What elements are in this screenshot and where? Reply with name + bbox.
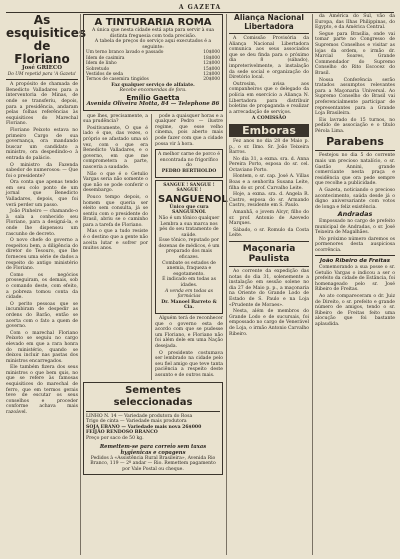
paragraph: O novo chefe do governo a respeitou bem, a diligência do diretor do Tesouro, que lhe forneceu uma série de dados a respeito do antigo ministério de Floriano. [6,238,78,272]
paragraph: Ao ato compareceram o dr. Juiz de Direito, o sr. prefeito e grande número de amigos, tendo o sr. Ribeiro de Freitas feito uma alocução que foi bastante aplaudida. [315,293,395,327]
newspaper-name: A GAZETA [178,3,222,11]
paragraph: O ministro da Fazenda sabedor de numerosos: — Que foi o presidente? [6,162,78,179]
tinturaria-intro: A única que nesta cidade está apta para servir à sua distinta freguesia com toda precisão. [91,28,215,39]
subcolumn-rule [151,114,152,380]
sementes-ad [83,382,223,476]
header-right-rule [392,4,394,11]
sanguenol-tag: Único que cura SANGUENOL [169,204,209,216]
seed-row: Trigo de cinta — Variedade mais produtora [86,419,187,425]
tinturaria-address: Avenida Oliveira Motta, 84 — Telephone 86 [86,101,220,107]
article-author: José GRIECO [22,65,62,71]
sementes-contact: Pedidos à «Assistência Rural Brasileira», Avenida Rio Branco, 119 — 2º andar — Rio. Remettem pagamento por Vale Postal ou cheque. [90,455,216,472]
two-subcolumns [83,113,228,380]
divider [86,411,220,412]
paragraph: Pouco tempo depois, o homem que queria ser eleito sem consulta, já se sentiu com o presidente do Brasil, abriu se o caminho para a tarefa de Floriano. [83,194,148,228]
article-source: Do UM repetid para 'A Gazeta' [7,71,77,77]
paragraph: Empossado no cargo de prefeito municipal de Andradas, o sr. José Teixeira de Magalhães. [315,218,395,236]
sanguenol-ad [155,180,228,314]
seed-row: FEIJÃO RENDOSO BRANCO [86,430,158,436]
column-3 [229,14,309,557]
tinturaria-list-title: A tabela de preços do serviço aqui executados é a seguinte: [94,39,212,50]
sanguenol-seller: A venda em todas as farmácias [165,288,213,300]
alianca-title: Aliança Nacional Libertadora [234,13,304,31]
divider [6,79,78,80]
parabens-title: Parabens [326,135,384,149]
sanguenol-line: Esse tônico, reputado por dezenas de médicos, é um preparado dos mais eficazes. [158,238,220,261]
price-row: Idem de linho 12$000 [86,61,220,67]
tinturaria-proprietor: Emílio Gaetta [126,94,180,102]
paragraph: Alguém terá de reconhecer que o governo esta de acordo com que se pudesse um Floriano, e Floriano não foi além dele em uma Nação desejada. [155,316,223,349]
paragraph: pode a quaisquer horas e a qualquer Pedro — ilustre regime, que esse velho cinema, pois aberto mais pode fazer com que a cidade possa vir à hora. [155,113,223,147]
price-row: Idem de casimira 18$000 [86,55,220,61]
andradas-title: Andradas [337,210,373,219]
paragraph: Nesta, além de membros do Grande Lodo e de sucursais, foi empossado no cargo de Venerável de Loja, o irmão Antonio Carvalho Ribeiro. [229,309,309,337]
maconaria-title: Maçonaria Paulista [242,244,296,264]
paragraph: A Comissão Provisória da Aliança Nacional Libertadora comunica aos seus associados que se deu finda para o próximo dia 8 (sábado), impreterivelmente, a instalação da sede social e organização do Diretório local. [229,36,309,81]
paragraph: Ele também fizera dos seus ministros o que bem quis, no que se refere às famosas esquisitices do marechal de ferro, que em termos gerais teve de escutar os seus conselhos e proceder conforme achava mais razoável. [6,365,78,416]
column-rule [80,14,81,555]
paragraph: que lhes, precisamente, a sua prudência? [83,113,148,125]
price-row: Um terno branco lavado e passado 10$000 [86,50,220,56]
emboras-banner: Emboras [229,124,309,137]
divider [229,266,309,267]
paragraph: Hoje, a exma. sra. d. Angela R. Castro, esposa do sr. Armando Castro, residente em S. Paulo. [229,192,309,209]
paragraph: O presidente costumava ser lembrado na cidade pelo seu fiel amigo que teve tanta paciência a respeito deste assunto e de outros mais. [155,350,223,378]
paragraph: Ora conta que apenas tendo em seu colo ponto de um jornal que Benedicto Valladares, depois, que foi verá perder um passo. [6,180,78,208]
paragraph: Hontem, o sr. cap. José A. Villas Boas e a senhorita Susana Leite, filha do sr. prof. Carvalho Leite. [229,174,309,191]
pork-seller: PEDRO BERTHOLDO [161,168,217,174]
seed-row: Preço por saco de 50 kg. [86,435,144,441]
sanguenol-line1: SANGUE ! SANGUE ! SANGUE ! [163,182,215,194]
paragraph: Comemorando a sua posse o sr. Getulio Vargas o indicou a ser o prefeito da cidade de Estância, foi homenageado pelo sr. José Ribeiro de Freitas. [315,264,395,293]
sanguenol-line: É indicado em todas as idades. [162,277,216,289]
paragraph: Não o que é o Getulio Vargas seria não somente o que não se pode conferir o desembargo. [83,171,148,194]
pork-ad-text: A melhor carne de porco é encontrada no frigorífico do [158,152,220,169]
paragraph: Como os negócios prosseguiram, os demais, sob o comando deste, com efeito, a pobreza tomou conta da cidade. [6,272,78,301]
paragraph: Sábado, o sr. Romulo da Costa Leite. [229,227,309,239]
ribeiro-title: João Ribeiro de Freitas [320,258,390,265]
price-row: Vestidos de seda 12$000 [86,72,220,77]
paragraph: Segue para Brasília, onde vai tomar parte no Congresso de Supremos Conselhos e visitar as lojas da ordem, o irmão dr. Marcial Soares, Grande Commendador do Supremo Conselho do Rito Escocez do Brasil. [315,31,395,76]
paragraph: Mas o que a tudo resiste é o destino que a gente não aceita lutar e sofrer por muitos anos. [83,229,148,252]
paragraph: No próximo número daremos os pormenores desta auspiciosa ocorrência. [315,236,395,253]
header-left-rule [6,4,8,11]
column-2 [83,14,228,557]
divider [229,241,309,242]
price-row: Ternos de casemira tingidos 20$000 [86,77,220,83]
divider [315,255,395,256]
paragraph: Fez anos no dia 28 de Maio p. p., o sr. Ilmo. Sr. João Teixeira Barros. [229,138,309,156]
paragraph: Positivamente, O que é lado é que, das vezes, o próprio se afastado uma só vez, com o que era Benedicto Valladares, e o governo, em que me comprometera a parte, nasceria a saudade. [83,125,148,170]
tinturaria-note2: Recebe encomendas de fora. [119,88,187,94]
article-title-esquisitices: As esquisitices de Floriano [6,13,87,66]
paragraph: Com o marechal Floriano Peixoto se seguiu no cargo elevado em que a rara honra do ministério, quando se deixou incluir nas pastas dos ministros encarregados. [6,330,78,364]
paragraph: da América do Sul, vão da Europa, das Ilhas Philippinas, do Egypto, e da América Central. [315,14,395,31]
subcolumn-right [155,113,228,380]
alianca-signature: A COMISSÃO [251,116,287,122]
seed-row: LINHO N. 14 — Variedade produtora do Rosa [86,413,193,419]
divider [229,33,309,34]
paragraph: Outrosim, avisa aos companheiros que o delegado da polícia em exercício a Aliança N. Libertadora para distribuir boletins de propaganda e realizar a arrecadação de serviços. [229,81,309,115]
paragraph: No dia 31, a exma. sra. d. Anna Pereira Porto, esposa do sr. cel. Octaviano Porto. [229,156,309,173]
column-rule [226,14,227,555]
column-4 [315,14,395,557]
sanguenol-line: Combate os estados de anemia, fraqueza e esgotamento. [162,260,216,277]
paragraph: Festejou no dia 5 do corrente mais um precioso natalício, o sr. Gastão Annini, grande comerciante nesta praça e residência que ora pede sempre que recolhe a publicidade. [315,153,395,187]
paragraph: João Pinheiro — chamando-o à sala a conhecido seu Floriano, para a designá-la, e onde lhe dispensou um rascunho de decreto. [6,209,78,237]
seed-row: SOJA EBANO — Variedade mais nova 26$000 [86,424,202,430]
sanguenol-line: Não é um tônico qualquer [158,215,220,221]
sanguenol-brand: SANGUENOL [158,193,228,205]
sanguenol-line: Lembra a sua marca nos pés do seu tratamento de saúde. [159,221,219,238]
sementes-title: Sementes seleccionadas [113,384,193,408]
paragraph: A propósito de chamada de Benedicto Valladares para a interventoria de Minas, de onde se transferiu, depois, para a presidência, andaram pelas folhas referências às esquisitices do Marechal Floriano. [6,82,78,127]
paragraph: O perito pessoas que se incumbiram de despedir as ordens do Barão, então se acerta com o fato a quem de governo. [6,301,78,330]
divider [315,150,395,151]
paragraph: Amanhã, o jovem Alcyr, filho do sr. prof. Antonio de Azevedo Marques. [229,210,309,227]
column-1 [6,13,87,557]
price-row: Sobretudo 15$000 [86,66,220,72]
pork-ad [155,149,223,177]
paragraph: Eis lavrado do 15 turnos, no pedido de associação e o título Pérola Lima. [315,117,395,134]
tinturaria-ad [83,14,223,111]
paragraph: Ao corrente da expedição das notas do dia 31, solenemente a instalação em sessão solene no dia 27 de Maio p. p., a maçonaria na Oriente do Grande Lodo de Estado de S. Paulo e na Loja «Prudente de Moraes». [229,269,309,308]
tinturaria-note: Faz qualquer serviço de alfaiate. [111,82,195,88]
page-header [6,2,394,13]
paragraph: A Gazeta, noticiando o precioso acontecimento, saúda desde já o digno aniversariante com votos de longa e feliz existência. [315,188,395,210]
sementes-promo: Remettem-se para correio sem taxas hygienicas e copagens [99,443,207,456]
column-rule [312,14,313,555]
sanguenol-maker: Dr. Manoel Barreto & Cia. [161,299,217,311]
tinturaria-headline: A TINTURARIA ROMA [94,17,212,28]
subcolumn-left [83,114,148,380]
paragraph: Floriano Peixoto estava no primeiro Cargo de sua governança, ora mandando buscar um candidato a ministro, ora despedindo-o à entrada do palácio. [6,127,78,161]
paragraph: Nossa Conferência serão tratados assumptos relevantes para a Maçonaria Universal. Ao Supremo Conselho do Brasil vai preferencialmente participar de representantes para a Grande Loja Brasileira. [315,77,395,117]
